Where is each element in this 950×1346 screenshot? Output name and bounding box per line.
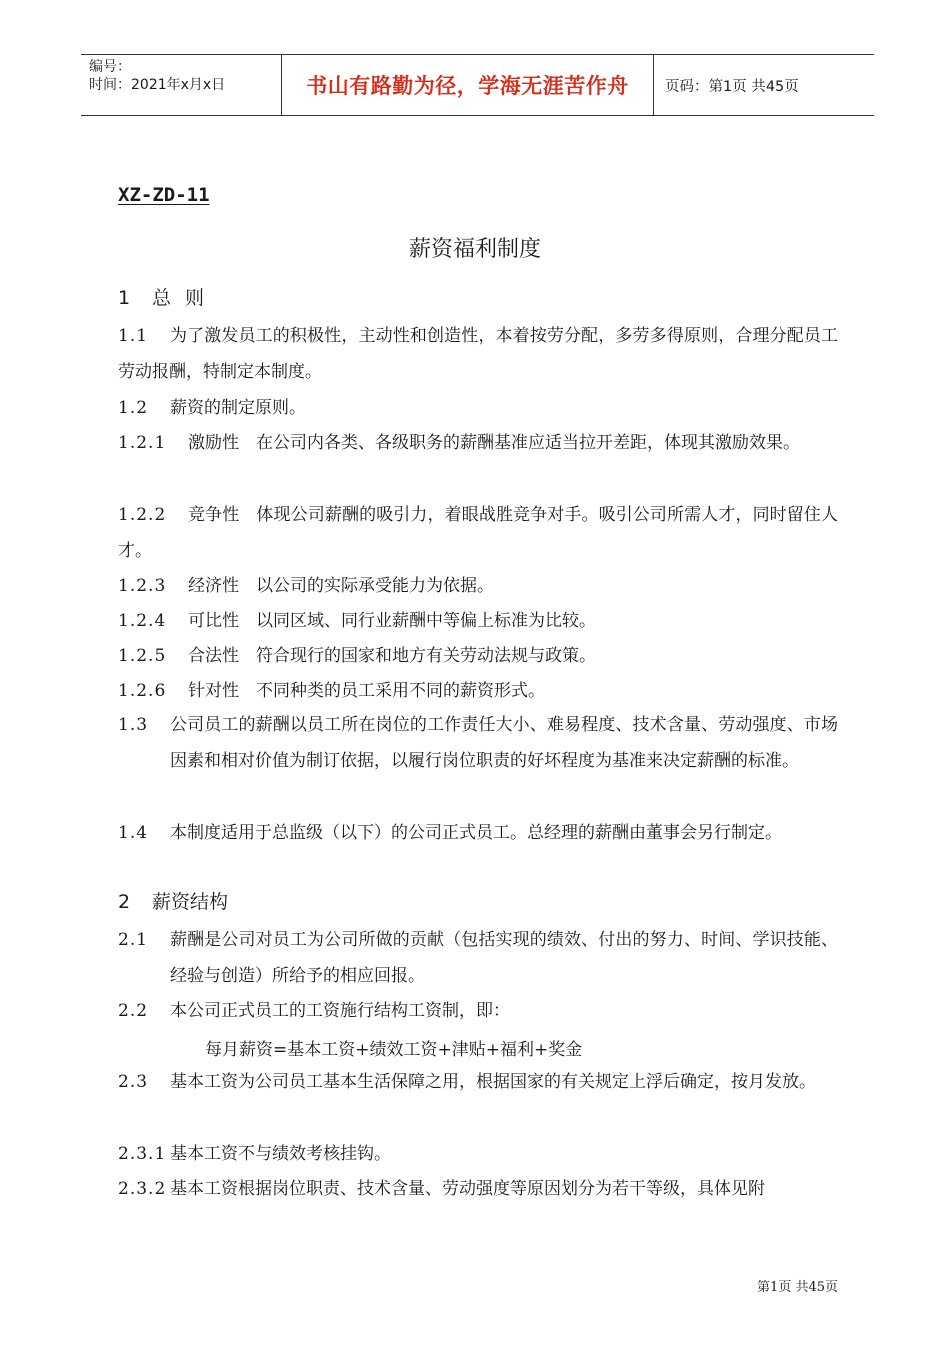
section-number: 2: [118, 891, 131, 913]
paragraph-number: 2.3: [118, 1072, 149, 1092]
paragraph-2-3-1: [118, 1136, 838, 1172]
paragraph-text: 基本工资根据岗位职责、技术含量、劳动强度等原因划分为若干等级，具体见附: [170, 1179, 765, 1199]
paragraph-text: 合法性 符合现行的国家和地方有关劳动法规与政策。: [188, 646, 596, 666]
paragraph-1-2-5: [118, 638, 838, 674]
time-label: 时间：2021年x月x日: [89, 77, 226, 93]
header-meta: [81, 55, 282, 115]
paragraph-number: 1.2: [118, 398, 149, 418]
paragraph-1-2: [118, 390, 838, 426]
paragraph-text: 激励性 在公司内各类、各级职务的薪酬基准应适当拉开差距，体现其激励效果。: [188, 433, 800, 453]
paragraph-number: 1.2.4: [118, 611, 167, 631]
header-motto: 书山有路勤为径，学海无涯苦作舟: [282, 55, 654, 115]
section-title: 总 则: [152, 287, 209, 309]
paragraph-number: 1.2.6: [118, 681, 167, 701]
paragraph-2-1: [118, 922, 838, 994]
paragraph-text: 公司员工的薪酬以员工所在岗位的工作责任大小、难易程度、技术含量、劳动强度、市场因素和相对价值为制订依据，以履行岗位职责的好坏程度为基准来决定薪酬的标准。: [170, 715, 838, 771]
document-code: XZ-ZD-11: [118, 184, 210, 206]
section-title: 薪资结构: [152, 891, 229, 913]
paragraph-1-2-6: [118, 673, 838, 709]
paragraph-text: 针对性 不同种类的员工采用不同的薪资形式。: [188, 681, 545, 701]
paragraph-text: 基本工资为公司员工基本生活保障之用，根据国家的有关规定上浮后确定，按月发放。: [170, 1072, 816, 1092]
paragraph-text: 可比性 以同区域、同行业薪酬中等偏上标准为比较。: [188, 611, 596, 631]
paragraph-text: 本公司正式员工的工资施行结构工资制，即：: [170, 1001, 510, 1021]
section-heading-2: [118, 887, 228, 914]
page-footer: 第1页 共45页: [757, 1280, 838, 1295]
paragraph-2-3-2: [118, 1171, 838, 1207]
paragraph-text: 经济性 以公司的实际承受能力为依据。: [188, 576, 494, 596]
paragraph-1-2-1: [118, 425, 838, 461]
paragraph-number: 2.2: [118, 1001, 149, 1021]
paragraph-number: 2.3.1: [118, 1144, 167, 1164]
paragraph-2-3: [118, 1064, 838, 1100]
paragraph-2-2: [118, 993, 838, 1029]
paragraph-number: 1.3: [118, 715, 149, 735]
paragraph-number: 1.1: [118, 326, 149, 346]
paragraph-number: 2.1: [118, 930, 149, 950]
paragraph-1-1: [118, 318, 838, 390]
paragraph-number: 1.2.2: [118, 505, 167, 525]
paragraph-number: 1.2.5: [118, 646, 167, 666]
paragraph-text: 竞争性 体现公司薪酬的吸引力，着眼战胜竞争对手。吸引公司所需人才，同时留住人才。: [118, 505, 838, 561]
document-title: 薪资福利制度: [408, 237, 541, 262]
paragraph-text: 本制度适用于总监级（以下）的公司正式员工。总经理的薪酬由董事会另行制定。: [170, 823, 782, 843]
paragraph-number: 1.2.3: [118, 576, 167, 596]
section-heading-1: [118, 283, 208, 310]
header-page-info: 页码：第1页 共45页: [665, 78, 799, 95]
paragraph-text: 薪资的制定原则。: [170, 398, 306, 418]
paragraph-text: 薪酬是公司对员工为公司所做的贡献（包括实现的绩效、付出的努力、时间、学识技能、经验与创造）所给予的相应回报。: [170, 930, 838, 986]
section-number: 1: [118, 287, 131, 309]
paragraph-number: 1.2.1: [118, 433, 167, 453]
page-header: [81, 54, 874, 116]
paragraph-number: 1.4: [118, 823, 149, 843]
paragraph-text: 基本工资不与绩效考核挂钩。: [170, 1144, 391, 1164]
paragraph-1-2-3: [118, 568, 838, 604]
number-label: 编号：: [89, 59, 131, 75]
paragraph-1-2-2: [118, 497, 838, 569]
paragraph-1-2-4: [118, 603, 838, 639]
salary-formula: 每月薪资=基本工资+绩效工资+津贴+福利+奖金: [205, 1040, 583, 1060]
paragraph-number: 2.3.2: [118, 1179, 167, 1199]
paragraph-1-3: [118, 707, 838, 779]
paragraph-1-4: [118, 815, 838, 851]
paragraph-text: 为了激发员工的积极性，主动性和创造性，本着按劳分配，多劳多得原则，合理分配员工劳动报酬，特制定本制度。: [118, 326, 838, 382]
